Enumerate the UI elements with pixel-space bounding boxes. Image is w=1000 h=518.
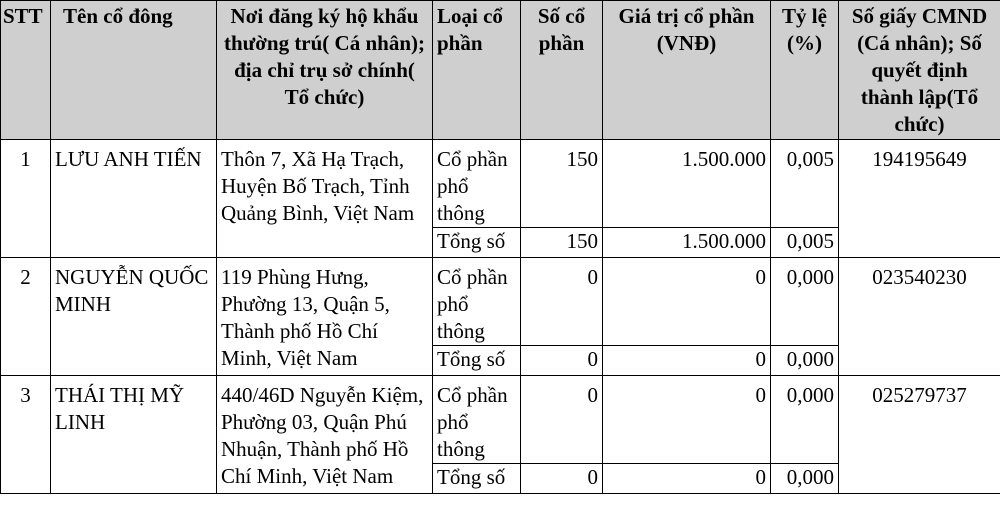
total-share-value: 0 (603, 464, 771, 494)
shareholder-name: THÁI THỊ MỸ LINH (51, 376, 217, 494)
share-count: 0 (521, 258, 603, 346)
header-name: Tên cổ đông (51, 1, 217, 140)
header-stt: STT (1, 1, 51, 140)
total-label: Tổng số (433, 346, 521, 376)
share-ratio: 0,000 (771, 258, 839, 346)
share-ratio: 0,005 (771, 140, 839, 228)
total-ratio: 0,005 (771, 228, 839, 258)
header-row (1, 1, 1000, 140)
header-id-number: Số giấy CMND (Cá nhân); Số quyết định thành lập(Tổ chức) (839, 1, 1000, 140)
shareholder-address: 119 Phùng Hưng, Phường 13, Quận 5, Thành phố Hồ Chí Minh, Việt Nam (217, 258, 433, 376)
total-share-value: 1.500.000 (603, 228, 771, 258)
total-share-value: 0 (603, 346, 771, 376)
header-share-count: Số cổ phần (521, 1, 603, 140)
header-address: Nơi đăng ký hộ khẩu thường trú( Cá nhân); địa chỉ trụ sở chính( Tổ chức) (217, 1, 433, 140)
share-count: 0 (521, 376, 603, 464)
total-share-count: 150 (521, 228, 603, 258)
share-type: Cổ phần phổ thông (433, 376, 521, 464)
share-value: 0 (603, 376, 771, 464)
shareholder-name: LƯU ANH TIẾN (51, 140, 217, 258)
shareholder-address: Thôn 7, Xã Hạ Trạch, Huyện Bố Trạch, Tỉnh Quảng Bình, Việt Nam (217, 140, 433, 258)
share-type: Cổ phần phổ thông (433, 258, 521, 346)
share-type: Cổ phần phổ thông (433, 140, 521, 228)
header-share-value: Giá trị cổ phần (VNĐ) (603, 1, 771, 140)
header-ratio: Tỷ lệ (%) (771, 1, 839, 140)
total-label: Tổng số (433, 228, 521, 258)
row-stt: 2 (1, 258, 51, 376)
share-value: 1.500.000 (603, 140, 771, 228)
total-ratio: 0,000 (771, 346, 839, 376)
header-share-type: Loại cổ phần (433, 1, 521, 140)
table-row (1, 376, 1000, 464)
table-row (1, 140, 1000, 228)
share-value: 0 (603, 258, 771, 346)
id-number: 023540230 (839, 258, 1000, 376)
total-label: Tổng số (433, 464, 521, 494)
total-share-count: 0 (521, 346, 603, 376)
shareholder-name: NGUYỄN QUỐC MINH (51, 258, 217, 376)
shareholder-address: 440/46D Nguyễn Kiệm, Phường 03, Quận Phú Nhuận, Thành phố Hồ Chí Minh, Việt Nam (217, 376, 433, 494)
total-share-count: 0 (521, 464, 603, 494)
total-ratio: 0,000 (771, 464, 839, 494)
share-ratio: 0,000 (771, 376, 839, 464)
row-stt: 3 (1, 376, 51, 494)
share-count: 150 (521, 140, 603, 228)
table-row (1, 258, 1000, 346)
row-stt: 1 (1, 140, 51, 258)
id-number: 025279737 (839, 376, 1000, 494)
id-number: 194195649 (839, 140, 1000, 258)
